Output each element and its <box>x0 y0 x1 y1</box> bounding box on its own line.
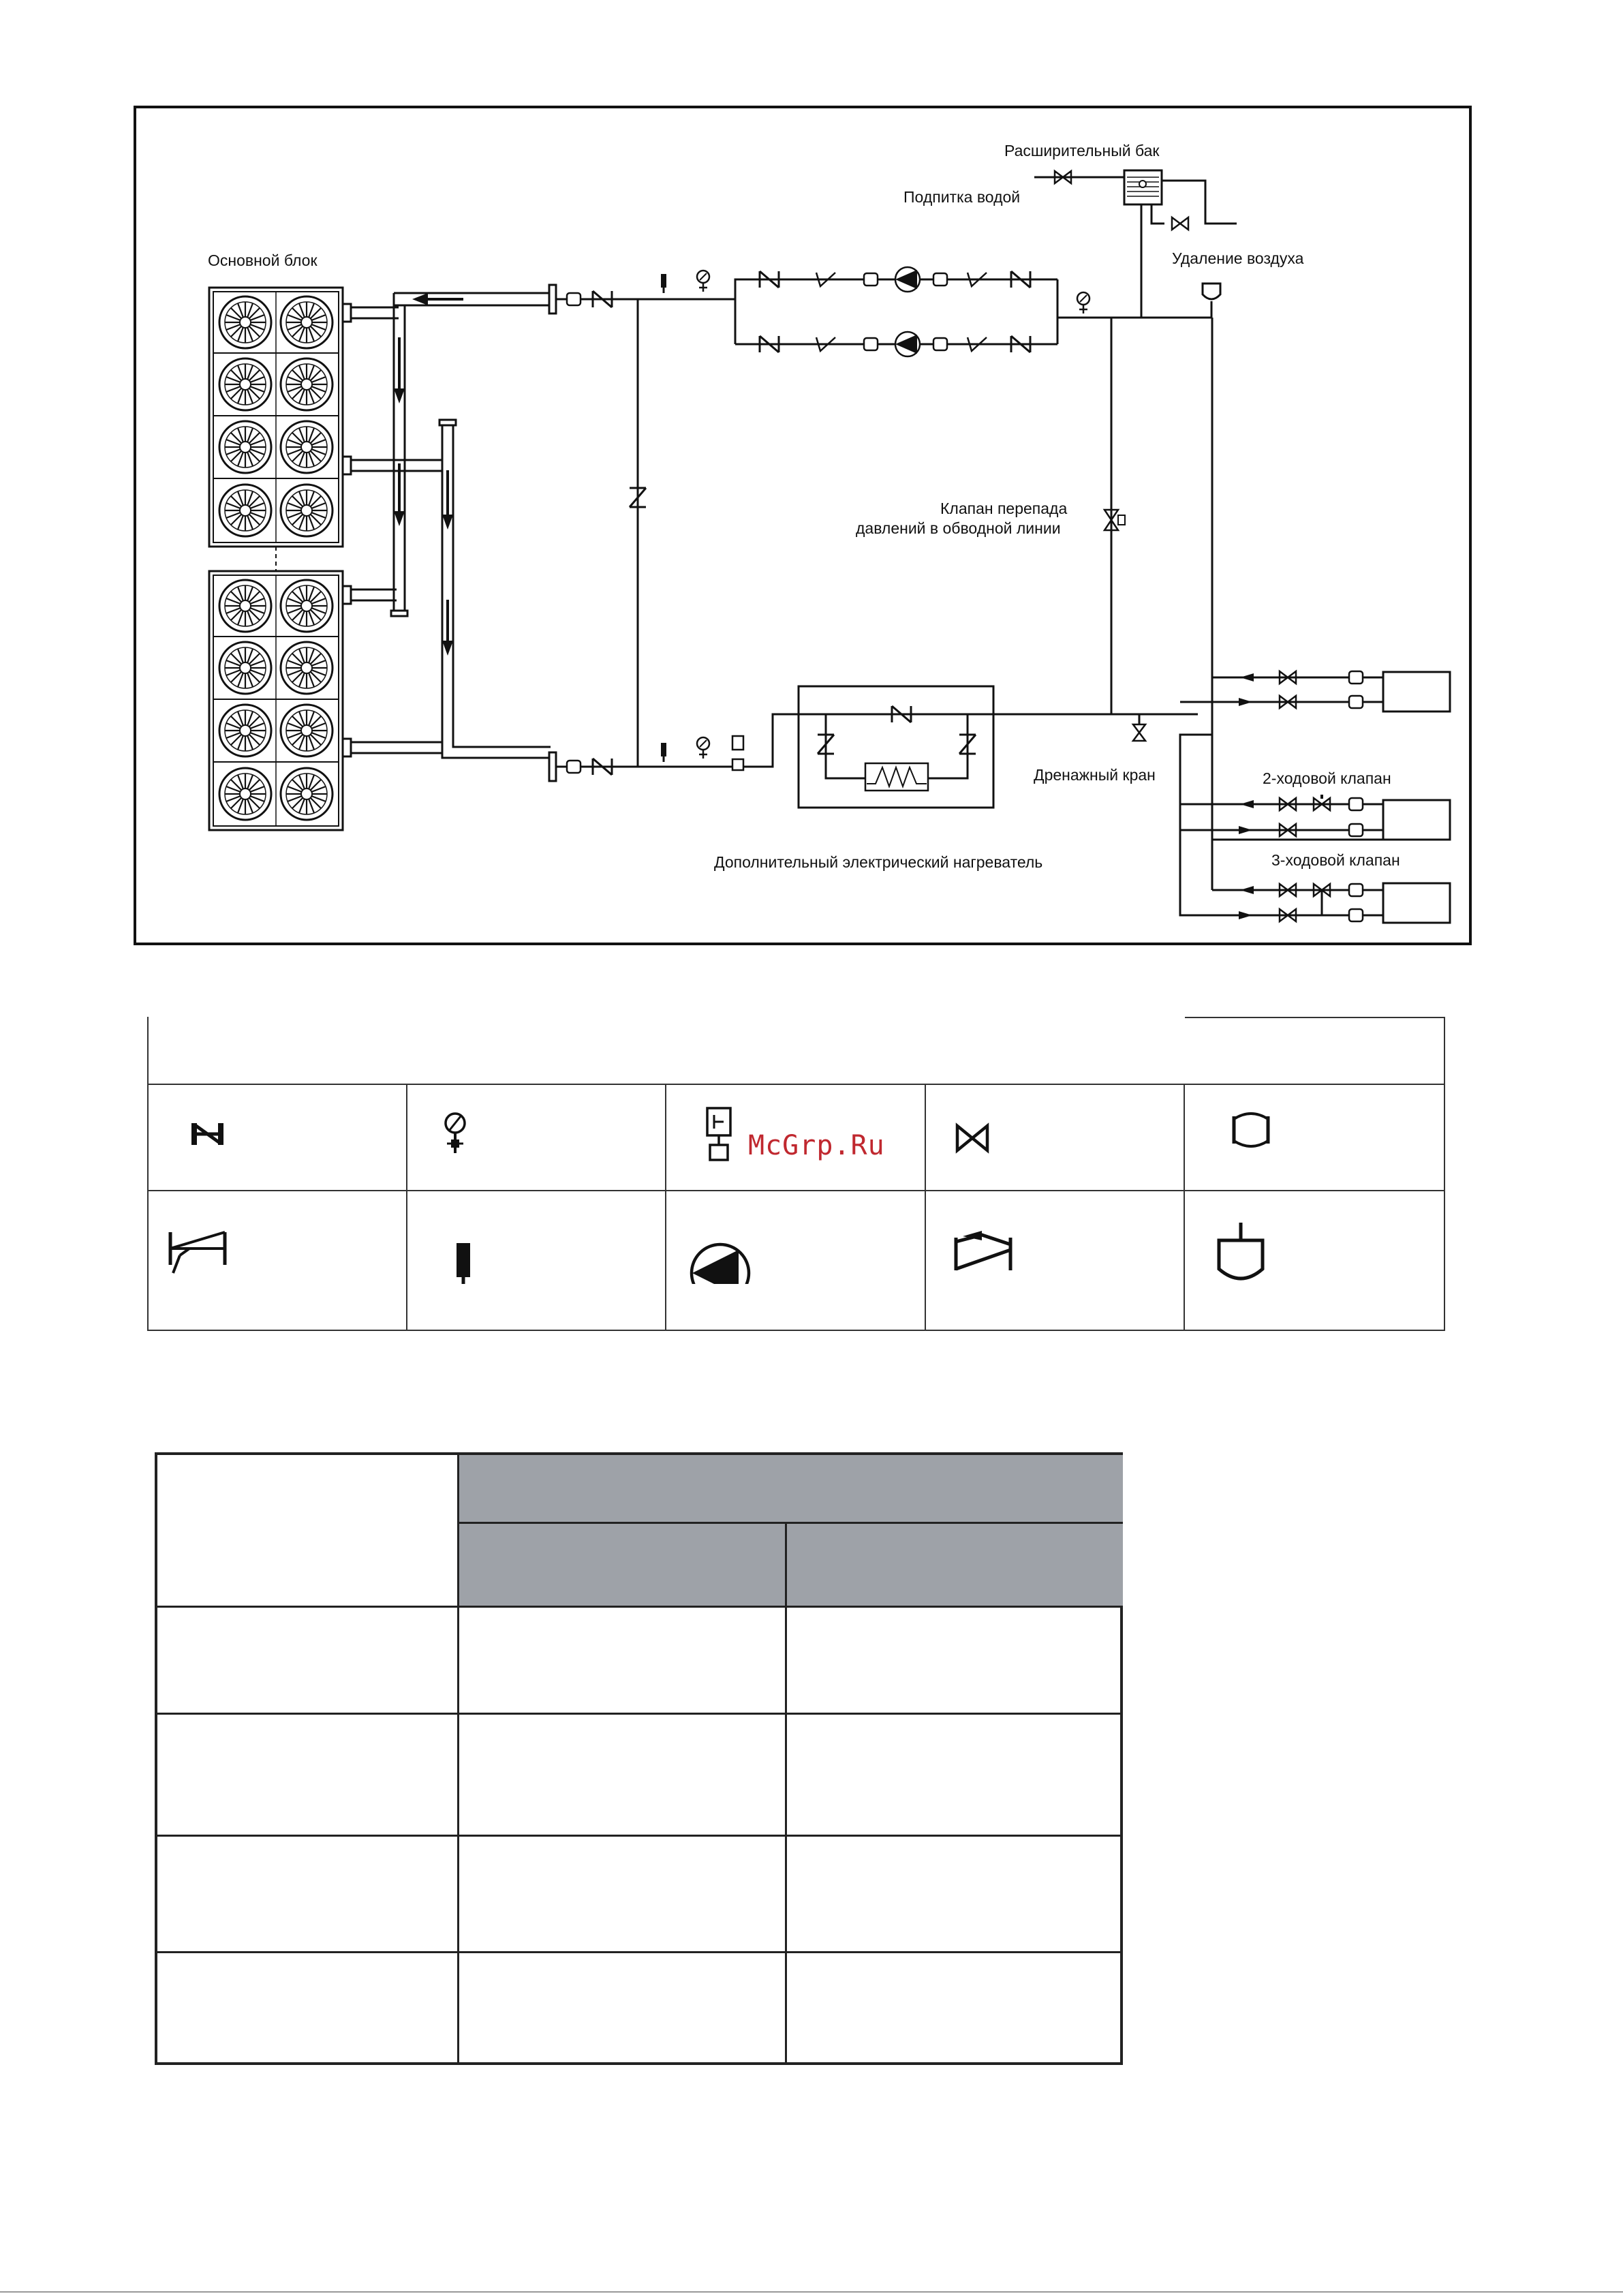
watermark: McGrp.Ru <box>748 1130 885 1161</box>
check-valve-icon <box>162 1096 223 1157</box>
bypass-valve <box>1104 510 1125 530</box>
main-unit-top <box>209 288 343 547</box>
legend-cell-gate-valve <box>926 1085 1185 1191</box>
label-expansion-tank: Расширительный бак <box>1004 142 1160 159</box>
drain-valve <box>1133 724 1145 741</box>
legend-cell-pressure-gauge <box>407 1085 666 1191</box>
label-bypass-valve-2: давлений в обводной линии <box>856 519 1061 537</box>
terminal-unit-3 <box>1383 883 1450 923</box>
balancing-valve-icon <box>940 1202 1021 1284</box>
page-bottom-rule <box>0 2291 1623 2293</box>
legend-cell-balancing-valve <box>926 1191 1185 1330</box>
pump-icon <box>680 1202 769 1284</box>
flow-switch-icon <box>680 1096 741 1171</box>
legend-cell-strainer <box>149 1191 407 1330</box>
spec-row-1 <box>157 1608 1123 1713</box>
terminal-unit-1 <box>1383 672 1450 711</box>
hydraulic-schematic <box>0 0 1623 968</box>
legend-header <box>147 1017 1445 1084</box>
thermometer-icon <box>421 1202 482 1284</box>
legend-cell-thermometer <box>407 1191 666 1330</box>
gate-valve-icon <box>940 1096 1001 1157</box>
spec-header-group <box>457 1455 1123 1606</box>
spec-row-3 <box>157 1837 1123 1951</box>
legend-cell-flexible-joint <box>1185 1085 1444 1191</box>
air-vent-icon <box>1199 1202 1280 1291</box>
legend-cell-air-vent <box>1185 1191 1444 1330</box>
main-unit-bottom <box>209 571 343 830</box>
spec-row-2 <box>157 1715 1123 1835</box>
label-air-removal: Удаление воздуха <box>1172 249 1304 267</box>
label-main-unit: Основной блок <box>208 251 318 269</box>
legend-cell-check-valve <box>149 1085 407 1191</box>
label-three-way-valve: 3-ходовой клапан <box>1271 851 1400 869</box>
spec-table <box>155 1452 1123 2065</box>
terminal-unit-2 <box>1383 800 1450 840</box>
strainer-icon <box>162 1202 237 1284</box>
label-drain-valve: Дренажный кран <box>1034 766 1156 784</box>
symbol-legend <box>147 1017 1445 1331</box>
spec-row-4 <box>157 1953 1123 2065</box>
flexible-joint-icon <box>1199 1096 1273 1157</box>
label-bypass-valve-1: Клапан перепада <box>940 500 1068 517</box>
air-vent <box>1203 284 1220 318</box>
pressure-gauge-icon <box>421 1096 482 1171</box>
label-two-way-valve: 2-ходовой клапан <box>1263 769 1391 787</box>
schematic-frame <box>135 107 1470 944</box>
legend-cell-pump <box>666 1191 925 1330</box>
expansion-tank <box>1124 170 1162 204</box>
label-electric-heater: Дополнительный электрический нагреватель <box>714 853 1043 871</box>
label-water-fill: Подпитка водой <box>903 188 1021 206</box>
electric-heater <box>799 686 993 808</box>
